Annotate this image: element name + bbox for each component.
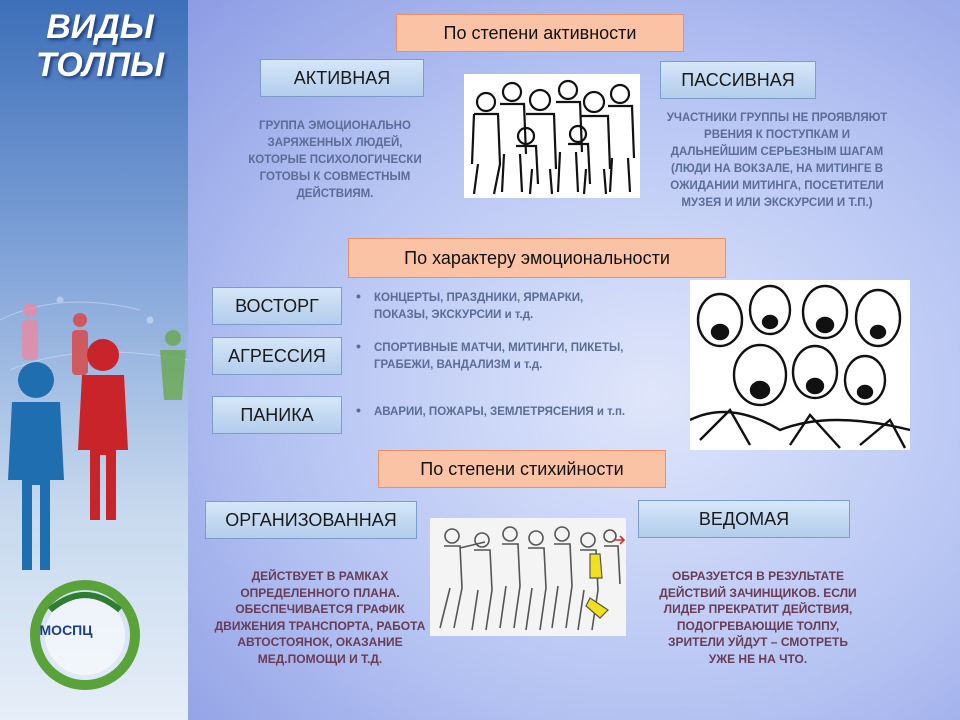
- bullet-icon: •: [356, 288, 361, 304]
- example-line: АВАРИИ, ПОЖАРЫ, ЗЕМЛЕТРЯСЕНИЯ и т.п.: [374, 406, 626, 418]
- desc-line: ЗАРЯЖЕННЫХ ЛЮДЕЙ,: [267, 137, 403, 149]
- desc-line: УЖЕ НЕ НА ЧТО.: [708, 651, 808, 666]
- panic-examples: [374, 404, 664, 421]
- desc-line: ОПРЕДЕЛЕННОГО ПЛАНА.: [240, 585, 400, 600]
- aggression-examples: [374, 340, 664, 374]
- title-line-1: ВИДЫ: [46, 8, 154, 46]
- desc-line: АВТОСТОЯНОК, ОКАЗАНИЕ: [237, 635, 403, 649]
- activity-section-header: По степени активности: [396, 14, 684, 52]
- delight-label: ВОСТОРГ: [212, 287, 342, 325]
- desc-line: ОБРАЗУЕТСЯ В РЕЗУЛЬТАТЕ: [672, 569, 844, 583]
- desc-line: ДАЛЬНЕЙШИМ СЕРЬЕЗНЫМ ШАГАМ: [670, 146, 884, 158]
- desc-line: МУЗЕЯ И ИЛИ ЭКСКУРСИИ И Т.П.): [681, 197, 873, 209]
- active-crowd-label: АКТИВНАЯ: [260, 59, 424, 97]
- desc-line: УЧАСТНИКИ ГРУППЫ НЕ ПРОЯВЛЯЮТ: [666, 112, 888, 124]
- organized-crowd-label: ОРГАНИЗОВАННАЯ: [205, 501, 417, 539]
- desc-line: ДЕЙСТВУЕТ В РАМКАХ: [251, 569, 389, 583]
- desc-line: КОТОРЫЕ ПСИХОЛОГИЧЕСКИ: [248, 154, 422, 166]
- marching-crowd-image: [430, 518, 626, 636]
- title-line-2: ТОЛПЫ: [35, 46, 165, 84]
- panicked-crowd-image: [690, 280, 910, 450]
- desc-line: ГОТОВЫ К СОВМЕСТНЫМ: [259, 171, 411, 183]
- organized-crowd-description: [200, 568, 440, 667]
- delight-examples: [374, 290, 664, 324]
- crowd-outline-image: [464, 74, 640, 198]
- people-figures-illustration: [0, 280, 188, 580]
- desc-line: ГРУППА ЭМОЦИОНАЛЬНО: [259, 120, 411, 132]
- led-crowd-label: ВЕДОМАЯ: [638, 500, 850, 538]
- example-line: КОНЦЕРТЫ, ПРАЗДНИКИ, ЯРМАРКИ,: [374, 292, 584, 304]
- example-line: СПОРТИВНЫЕ МАТЧИ, МИТИНГИ, ПИКЕТЫ,: [374, 342, 624, 354]
- bullet-icon: •: [356, 338, 361, 354]
- panic-label: ПАНИКА: [212, 396, 342, 434]
- led-crowd-description: [640, 568, 876, 667]
- desc-line: МЕД.ПОМОЩИ И Т.Д.: [257, 651, 383, 666]
- aggression-label: АГРЕССИЯ: [212, 337, 342, 375]
- example-line: ГРАБЕЖИ, ВАНДАЛИЗМ и т.д.: [374, 359, 543, 371]
- spontaneity-section-header: По степени стихийности: [378, 450, 666, 488]
- desc-line: ЗРИТЕЛИ УЙДУТ – СМОТРЕТЬ: [668, 635, 848, 649]
- desc-line: ОБЕСПЕЧИВАЕТСЯ ГРАФИК: [235, 602, 405, 616]
- logo-label: МОСПЦ: [39, 622, 93, 638]
- desc-line: РВЕНИЯ К ПОСТУПКАМ И: [704, 129, 850, 141]
- example-line: ПОКАЗЫ, ЭКСКУРСИИ и т.д.: [374, 309, 534, 321]
- bullet-icon: •: [356, 402, 361, 418]
- desc-line: ПОДОГРЕВАЮЩИЕ ТОЛПУ,: [676, 618, 840, 633]
- desc-line: ДВИЖЕНИЯ ТРАНСПОРТА, РАБОТА: [214, 618, 426, 633]
- page-title: [30, 8, 170, 84]
- desc-line: ОЖИДАНИИ МИТИНГА, ПОСЕТИТЕЛИ: [670, 180, 884, 192]
- desc-line: ЛИДЕР ПРЕКРАТИТ ДЕЙСТВИЯ,: [663, 602, 853, 616]
- active-crowd-description: [230, 118, 440, 203]
- passive-crowd-description: [652, 110, 902, 212]
- desc-line: ДЕЙСТВИЙ ЗАЧИНЩИКОВ. ЕСЛИ: [659, 585, 857, 600]
- desc-line: ДЕЙСТВИЯМ.: [296, 188, 374, 200]
- desc-line: (ЛЮДИ НА ВОКЗАЛЕ, НА МИТИНГЕ В: [670, 163, 884, 175]
- passive-crowd-label: ПАССИВНАЯ: [660, 61, 816, 99]
- emotion-section-header: По характеру эмоциональности: [348, 238, 726, 278]
